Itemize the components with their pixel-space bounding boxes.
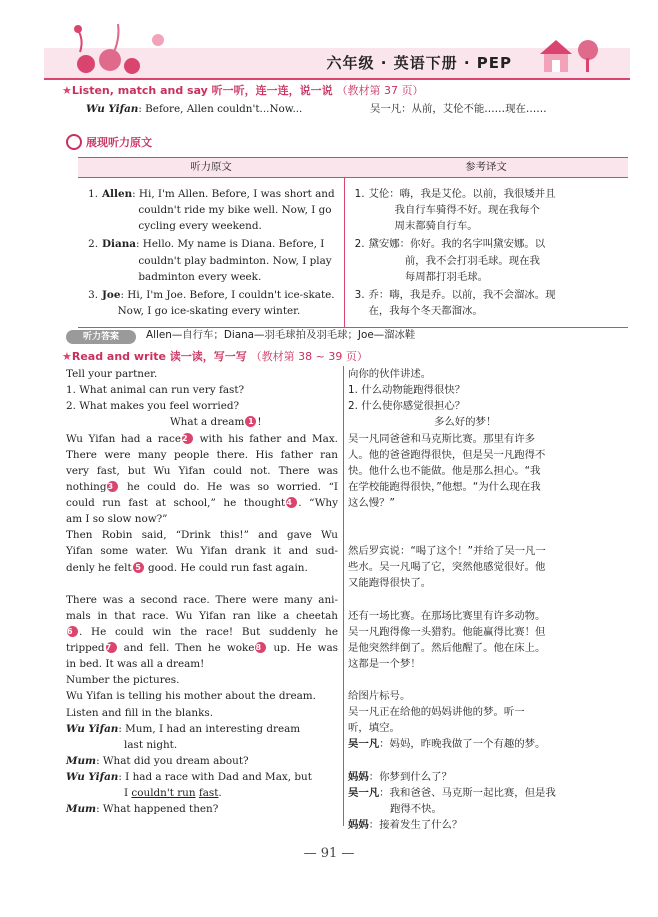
note-marker: 6 [67,626,78,637]
note-marker: 5 [133,562,144,573]
listening-script-label [66,134,152,151]
section-read-heading [62,348,368,365]
filled-blank: couldn't run [131,787,196,800]
speaker-name: Wu Yifan [66,771,119,783]
speaker-name: Wu Yifan [66,722,119,735]
page-header [44,18,630,78]
column-divider [343,366,344,826]
flower-decoration-icon [58,20,188,80]
list-item: 1. 艾伦：嗨，我是艾伦。以前，我很矮并且 我自行车骑得不好。现在我每个 周末都骑自行车。 [354,188,556,233]
chinese-column: 向你的伙伴讲述。 1. 什么动物能跑得很快？ 2. 什么使你感觉很担心？ 多么好的梦！ 吴一凡同爸爸和马克斯比赛。那里有许多 人。他的爸爸跑得很快，但是吴一凡跑得不 快。他什么也不能做。他是那么担心。“我 在学校能跑得很快，”他想。“为什么现在我 这么慢？” 然后罗宾说：“喝了这个！”并给了吴一凡一 些水。吴一凡喝了它，突然他感觉很好。他 又能跑得很快了。 还有一场比赛。在那场比赛里有许多动物。 吴一凡跑得像一头猎豹。他能赢得比赛！但 是他突然绊倒了。然后他醒了。他在床上。 这都是一个梦！ 给图片标号。 吴一凡正在给他的妈妈讲他的梦。听一 听，填空。 吴一凡：妈妈，昨晚我做了一个有趣的梦。 妈妈：你梦到什么了？ 吴一凡：我和爸爸、马克斯一起比赛，但是我 跑得不快。 妈妈：接着发生了什么？ [348,368,556,831]
note-marker: 7 [106,642,117,653]
speaker-name: Mum [66,754,97,767]
textbook-ref: （教材第 37 页） [336,84,424,97]
english-column: Tell your partner. 1. What animal can run very fast? 2. What makes you feel worried? What a dream 1 ! Wu Yifan had a race2 with his father and Max. There were many people there. His father ran very fast, but Wu Yifan could not. There was nothing3 he could do. He was so worried. “I could run fast at school,” he thought4 . “Why am I so slow now?” Then Robin said, “Drink this!” and gave Wu Yifan some water. Wu Yifan drank it and sud- denly he felt 5 good. He could run fast again. There was a second race. There were many ani- mals in that race. Wu Yifan ran like a cheetah 6 . He could win the race! But suddenly he tripped7 and fell. Then he woke8 up. He was in bed. It was all a dream! Number the pictures. Wu Yifan is telling his mother about the dream. Listen and fill in the blanks. Wu Yifan: Mum, I had an interesting dream last night. Mum: What did you dream about? Wu Yifan: I had a race with Dad and Max, but I couldn't run fast. Mum: What happened then? [66,368,338,816]
listening-table [78,157,628,328]
star-icon: ★ [62,350,72,363]
table-row [78,178,628,328]
speaker-name: Wu Yifan [86,103,139,115]
list-item: 1. Allen: Hi, I'm Allen. Before, I was short and couldn't ride my bike well. Now, I go cycling every weekend. [88,188,335,233]
speaker-name: Mum [66,803,97,816]
header-title: 六年级 · 英语下册 · PEP [326,54,512,72]
table-header: 听力原文 [78,158,344,178]
note-marker: 4 [286,497,297,508]
textbook-ref: （教材第 38 ~ 39 页） [250,350,368,363]
filled-blank: fast [198,787,219,800]
story-title: What a dream 1 ! [170,416,262,429]
speaker-name: 吴一凡 [348,786,380,799]
speaker-name: 妈妈 [348,818,369,831]
example-cn: 吴一凡：从前，艾伦不能……现在…… [370,103,547,115]
section-listen-heading [62,82,424,99]
list-item: 2. 黛安娜：你好。我的名字叫黛安娜。以 前，我不会打羽毛球。现在我 每周都打羽毛球。 [354,238,546,283]
speaker-name: 妈妈 [348,770,369,783]
list-item: 3. 乔：嗨，我是乔。以前，我不会溜冰。现 在，我每个冬天都溜冰。 [354,288,556,317]
list-item: 3. Joe: Hi, I'm Joe. Before, I couldn't ice-skate. Now, I go ice-skating every winter. [88,288,335,317]
star-icon: ★ [62,84,72,97]
note-marker: 3 [107,481,118,492]
note-marker: 1 [245,416,256,427]
section-title: Read and write 读一读，写一写 [71,350,247,363]
answer-badge: 听力答案 [66,330,136,344]
listening-label-text: 展现听力原文 [86,136,152,149]
list-item: 2. Diana: Hello. My name is Diana. Before, I couldn't play badminton. Now, I play badminton every week. [88,238,332,283]
note-marker: 2 [182,433,193,444]
magnifier-icon [66,134,82,150]
example-text: : Before, Allen couldn't...Now... [138,103,303,115]
note-marker: 8 [255,642,266,653]
page-number: — 91 — [303,846,355,861]
table-header: 参考译文 [344,158,628,178]
answer-text: Allen—自行车；Diana—羽毛球拍及羽毛球；Joe—溜冰鞋 [146,329,416,341]
table-cell [344,178,628,328]
house-decoration-icon [530,24,610,80]
section-title: Listen, match and say 听一听，连一连，说一说 [71,84,333,97]
table-header-row [78,158,628,178]
speaker-name: 吴一凡 [348,738,380,751]
example-en [86,101,302,117]
table-cell [78,178,344,328]
